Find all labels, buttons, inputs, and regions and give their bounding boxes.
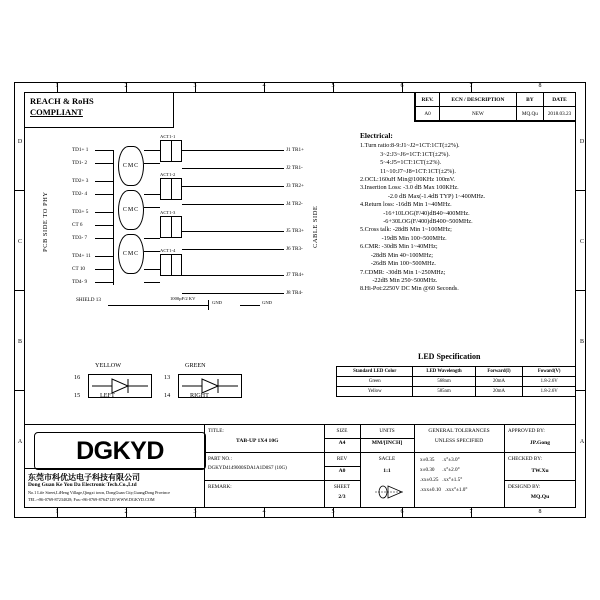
revision-table (414, 92, 576, 122)
tolerance-row-1: x±0.35 .x°±3.0° (420, 457, 460, 463)
compliance-line-1: REACH & RoHS (30, 96, 94, 106)
rev-header-desc: ECN / DESCRIPTION (440, 93, 517, 107)
units-value: MM/[INCH] (371, 440, 403, 446)
cable-side-label: CABLE SIDE (312, 205, 319, 248)
electrical-line-12: -19dB Min 100~500MHz. (360, 234, 447, 242)
title-value: TAB-UP 1X4 10G (236, 438, 279, 444)
designed-value: MQ.Qu (530, 494, 550, 500)
revision-row (416, 107, 576, 121)
led-spec-row-yellow (337, 387, 576, 397)
led-right-bottom-pin: 14 (164, 392, 171, 399)
electrical-line-2: 3~2:J3~J6=1CT:1CT(±2%). (360, 150, 450, 158)
led-spec-green-color: Green (337, 377, 413, 387)
zone-tick-left-D: D (17, 139, 23, 145)
led-left-color: YELLOW (95, 362, 122, 369)
pin-label-td2p: TD2+ 3 (72, 178, 89, 184)
remark-label: REMARK: (208, 484, 232, 490)
pin-label-td4p: TD4+ 11 (72, 253, 91, 259)
pin-label-ct6: CT 6 (72, 222, 83, 228)
company-logo: DGKYD (34, 432, 206, 470)
compliance-line-2: COMPLIANT (30, 107, 83, 117)
rev-label: REV (336, 456, 348, 462)
rev-header-rev: REV. (416, 93, 440, 107)
led-right-caption: RIGHT (190, 392, 209, 399)
led-spec-title: LED Specification (418, 352, 481, 361)
cmc-block-3: CMC (118, 234, 144, 274)
electrical-line-17: -22dB Min 250~500MHz. (360, 276, 438, 284)
company-name-cn: 东莞市科优达电子科技有限公司 (28, 473, 140, 482)
tolerance-row-4: .xxx±0.10 .xxx°±1.0° (420, 487, 468, 493)
title-label: TITLE: (208, 428, 224, 434)
rev-cell-rev: A0 (416, 107, 440, 121)
units-label: UNITS (379, 428, 395, 434)
pin-label-j7: J7 TR4+ (286, 272, 304, 278)
rev-cell-desc: NEW (440, 107, 517, 121)
rev-cell-date: 2018.03.23 (543, 107, 575, 121)
checked-value: TW.Xu (531, 468, 549, 474)
pin-label-td3p: TD3+ 5 (72, 209, 89, 215)
led-right-color: GREEN (185, 362, 206, 369)
led-spec-header-forward-v: Foward(V) (523, 367, 576, 377)
sheet-label: SHEET (333, 484, 351, 490)
led-spec-yellow-wavelength: 585nm (413, 387, 475, 397)
tolerance-row-3: .xx±0.25 .xx°±1.5° (420, 477, 463, 483)
company-address-line: No.1 Life Street,LiHeng Village,Qingxi town, DongGuan City,GuangDong Province (28, 490, 170, 495)
coil-label-3: ACT1-3 (160, 210, 176, 215)
led-spec-header-color: Standard LED Color (337, 367, 413, 377)
pin-label-td4n: TD4- 9 (72, 279, 88, 285)
led-spec-green-forward-v: 1.8-2.6V (523, 377, 576, 387)
gnd-label-2: GND (262, 300, 272, 305)
led-spec-table (336, 366, 576, 397)
scale-label: SACLE (378, 456, 396, 462)
company-contact-line: TEL:+86-0769-87234028; Fax:+86-0769-87647129 WWW.DGKYD.COM (28, 497, 155, 502)
pin-label-j8: J8 TR4- (286, 290, 303, 296)
electrical-line-13: 6.CMR: -30dB Min 1~40MHz; (360, 243, 438, 251)
rev-value: A0 (338, 468, 346, 474)
pin-label-j3: J3 TR2+ (286, 183, 304, 189)
led-spec-green-forward-i: 20mA (475, 377, 523, 387)
approved-value: JP.Gong (529, 440, 551, 446)
pin-label-td1n: TD1- 2 (72, 160, 88, 166)
pin-label-ct10: CT 10 (72, 266, 86, 272)
electrical-line-16: 7.CDMR: -30dB Min 1~250MHz; (360, 268, 446, 276)
pin-label-j6: J6 TR3- (286, 246, 303, 252)
electrical-line-7: -2.0 dB Max(-1.4dB TYP) 1~400MHz. (360, 192, 486, 200)
rev-cell-by: MQ.Qu (516, 107, 543, 121)
electrical-line-1: 1.Turn ratio:8-9:J1~J2=1CT:1CT(±2%). (360, 142, 460, 150)
rev-header-by: BY (516, 93, 543, 107)
electrical-line-5: 2.OCL:160uH Min@100KHz 100mV. (360, 176, 455, 184)
shield-label: SHIELD 13 (76, 297, 101, 303)
led-left-caption: LEFT (100, 392, 115, 399)
electrical-line-6: 3.Insertion Loss: -3.0 dB Max 100KHz. (360, 184, 459, 192)
led-spec-yellow-forward-i: 20mA (475, 387, 523, 397)
cmc-block-2: CMC (118, 190, 144, 230)
pin-label-j2: J2 TR1- (286, 165, 303, 171)
led-right-symbol (178, 374, 242, 398)
pin-label-j4: J4 TR2- (286, 201, 303, 207)
zone-tick-right-B: B (579, 339, 584, 345)
pcb-side-label: PCB SIDE TO PHY (42, 191, 49, 252)
electrical-line-9: -16+10LOG(F/40)dB40~400MHz. (360, 209, 470, 217)
tolerance-title-2: UNLESS SPECIFIED (434, 438, 484, 444)
rev-header-date: DATE (543, 93, 575, 107)
company-address (28, 482, 218, 503)
tolerance-row-2: x±0.30 .x°±2.0° (420, 467, 460, 473)
pin-label-j1: J1 TR1+ (286, 147, 304, 153)
designed-label: DESIGND BY: (508, 484, 541, 490)
capacitor-label: 1000pF/2 KV (170, 296, 196, 301)
led-left-symbol (88, 374, 152, 398)
company-name-en: Dong Guan Ke You Da Electronic Tech.Co.,Ltd (28, 482, 137, 488)
electrical-title: Electrical: (360, 131, 393, 140)
led-spec-header-row (337, 367, 576, 377)
zone-tick-left-C: C (17, 239, 22, 245)
led-spec-header-wavelength: LED Wavelength (413, 367, 475, 377)
pin-label-j5: J5 TR3+ (286, 228, 304, 234)
part-no-value: DGKYD4149000SDA1A1D0S7 (10G) (208, 466, 287, 471)
electrical-line-3: 5~4:J5=1CT:1CT(±2%). (360, 159, 442, 167)
led-spec-green-wavelength: 568nm (413, 377, 475, 387)
coil-label-1: ACT1-1 (160, 134, 176, 139)
cmc-block-1: CMC (118, 146, 144, 186)
electrical-notes (360, 132, 574, 294)
electrical-line-18: 8.Hi-Pot:2250V DC Min @60 Seconds. (360, 285, 459, 293)
gnd-label-1: GND (212, 300, 222, 305)
size-value: A4 (338, 440, 346, 446)
zone-tick-right-D: D (579, 139, 585, 145)
zone-tick-right-C: C (579, 239, 584, 245)
zone-tick-left-A: A (17, 439, 23, 445)
scale-value: 1:1 (383, 468, 391, 474)
pin-label-td3n: TD3- 7 (72, 235, 88, 241)
electrical-line-10: -6+30LOG(F/400)dB400~500MHz. (360, 218, 473, 226)
led-left-bottom-pin: 15 (74, 392, 81, 399)
led-left-top-pin: 16 (74, 374, 81, 381)
coil-label-2: ACT1-2 (160, 172, 176, 177)
part-no-label: PART NO.: (208, 456, 232, 462)
coil-label-4: ACT1-4 (160, 248, 176, 253)
led-spec-row-green (337, 377, 576, 387)
zone-tick-left-B: B (17, 339, 22, 345)
checked-label: CHECKED BY: (508, 456, 542, 462)
zone-tick-top-8: 8 (538, 83, 542, 89)
pin-label-td1p: TD1+ 1 (72, 147, 89, 153)
electrical-line-14: -28dB Min 40~100MHz; (360, 251, 433, 259)
approved-label: APPROVED BY: (508, 428, 545, 434)
led-spec-header-forward-i: Forward(I) (475, 367, 523, 377)
electrical-line-15: -26dB Min 100~500MHz. (360, 260, 436, 268)
pin-label-td2n: TD2- 4 (72, 191, 88, 197)
sheet-value: 2/3 (338, 494, 346, 500)
tolerance-title-1: GENERAL TOLERANCES (428, 428, 490, 434)
zone-tick-right-A: A (579, 439, 585, 445)
electrical-line-4: 11~10:J7~J8=1CT:1CT(±2%). (360, 167, 456, 175)
projection-symbol-icon (374, 484, 404, 500)
led-right-top-pin: 13 (164, 374, 171, 381)
led-spec-yellow-forward-v: 1.8-2.6V (523, 387, 576, 397)
compliance-box (24, 92, 174, 128)
zone-tick-bottom-8: 8 (538, 509, 542, 515)
electrical-line-11: 5.Cross talk: -28dB Min 1~100MHz; (360, 226, 452, 234)
size-label: SIZE (336, 428, 348, 434)
electrical-line-8: 4.Return loss: -16dB Min 1~40MHz. (360, 201, 452, 209)
led-spec-yellow-color: Yellow (337, 387, 413, 397)
